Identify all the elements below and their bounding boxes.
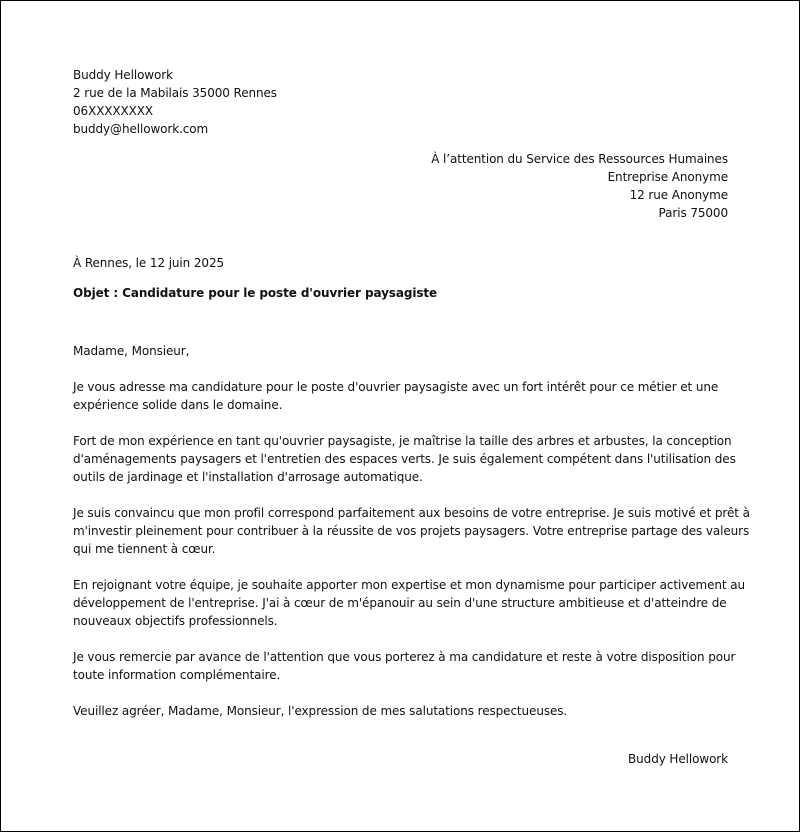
subject-line: Objet : Candidature pour le poste d'ouvrier paysagiste [73,286,438,300]
recipient-city: Paris 75000 [658,206,728,220]
recipient-company: Entreprise Anonyme [607,170,728,184]
body-line: outils de jardinage et l'installation d'arrosage automatique. [73,470,423,484]
sender-info [73,66,728,138]
body-paragraph [73,432,736,486]
letter-body [73,342,750,738]
sender-email: buddy@hellowork.com [73,122,209,136]
body-line: m'investir pleinement pour contribuer à la réussite de vos projets paysagers. Votre entreprise partage des valeurs [73,524,750,538]
closing-formula [73,702,728,720]
body-paragraph [73,378,728,414]
sender-phone: 06XXXXXXXX [73,104,154,118]
body-paragraph [73,504,750,558]
body-line: Veuillez agréer, Madame, Monsieur, l'expression de mes salutations respectueuses. [73,704,568,718]
body-line: qui me tiennent à cœur. [73,542,216,556]
recipient-street: 12 rue Anonyme [629,188,728,202]
body-paragraph [73,576,745,630]
body-line: nouveaux objectifs professionnels. [73,614,278,628]
body-line: Je vous adresse ma candidature pour le poste d'ouvrier paysagiste avec un fort intérêt pour ce métier et une [73,380,719,394]
body-paragraph [73,648,736,684]
body-line: toute information complémentaire. [73,668,281,682]
body-line: expérience solide dans le domaine. [73,398,283,412]
sender-address: 2 rue de la Mabilais 35000 Rennes [73,86,277,100]
body-line: Je vous remercie par avance de l'attention que vous porterez à ma candidature et reste à votre disposition pour [73,650,736,664]
body-line: Je suis convaincu que mon profil correspond parfaitement aux besoins de votre entreprise. Je suis motivé et prêt à [73,506,750,520]
recipient-info [73,150,728,222]
body-line: En rejoignant votre équipe, je souhaite apporter mon expertise et mon dynamisme pour participer activement au [73,578,745,592]
salutation: Madame, Monsieur, [73,344,190,358]
body-line: développement de l'entreprise. J'ai à cœur de m'épanouir au sein d'une structure ambitieuse et d'atteindre de [73,596,727,610]
signature: Buddy Hellowork [628,752,728,766]
sender-name: Buddy Hellowork [73,68,173,82]
body-line: Fort de mon expérience en tant qu'ouvrier paysagiste, je maîtrise la taille des arbres et arbustes, la conception [73,434,732,448]
date-line: À Rennes, le 12 juin 2025 [73,256,225,270]
recipient-attention: À l’attention du Service des Ressources Humaines [431,152,728,166]
body-line: d'aménagements paysagers et l'entretien des espaces verts. Je suis également compétent dans l'utilisation des [73,452,736,466]
